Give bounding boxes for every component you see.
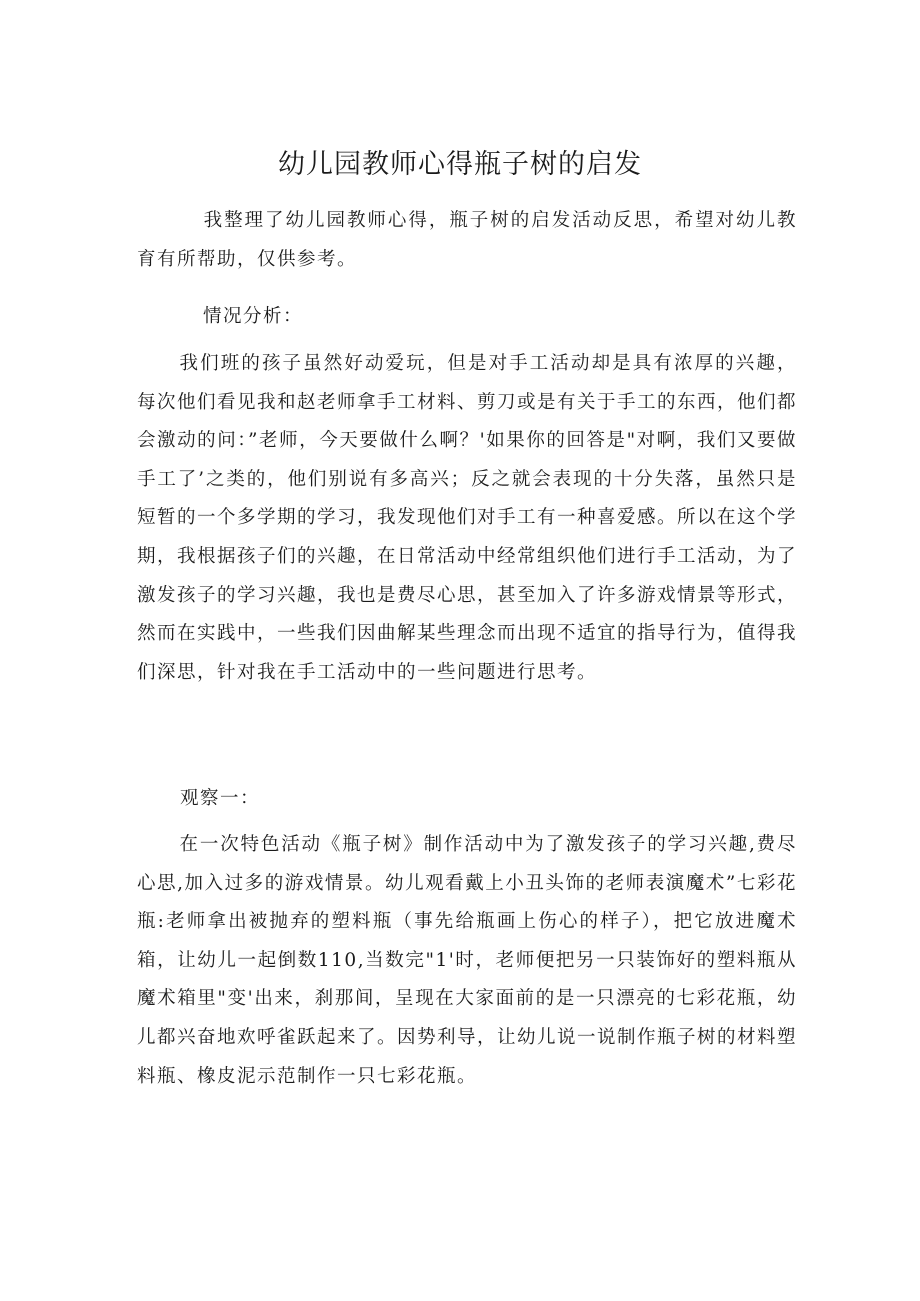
- situation-paragraph: 我们班的孩子虽然好动爱玩，但是对手工活动却是具有浓厚的兴趣，每次他们看见我和赵老师拿手工材料、剪刀或是有关于手工的东西，他们都会激动的问：”老师，今天要做什么啊？'如果你的回答是"对啊，我们又要做手工了’之类的，他们别说有多高兴；反之就会表现的十分失落，虽然只是短暂的一个多学期的学习，我发现他们对手工有一种喜爱感。所以在这个学期，我根据孩子们的兴趣，在日常活动中经常组织他们进行手工活动，为了激发孩子的学习兴趣，我也是费尽心思，甚至加入了许多游戏情景等形式，然而在实践中，一些我们因曲解某些理念而出现不适宜的指导行为，值得我们深思，针对我在手工活动中的一些问题进行思考。: [137, 353, 798, 683]
- intro-paragraph: 我整理了幼儿园教师心得，瓶子树的启发活动反思，希望对幼儿教育有所帮助，仅供参考。: [137, 210, 797, 270]
- section-heading-observation-one: 观察一：: [180, 788, 261, 809]
- observation-one-paragraph: 在一次特色活动《瓶子树》制作活动中为了激发孩子的学习兴趣,费尽心思,加入过多的游戏情景。幼儿观看戴上小丑头饰的老师表演魔术”七彩花瓶:老师拿出被抛弃的塑料瓶（事先给瓶画上伤心的样子），把它放进魔术箱，让幼儿一起倒数110,当数完"1'时，老师便把另一只装饰好的塑料瓶从魔术箱里"变'出来，刹那间，呈现在大家面前的是一只漂亮的七彩花瓶，幼儿都兴奋地欢呼雀跃起来了。因势利导，让幼儿说一说制作瓶子树的材料塑料瓶、橡皮泥示范制作一只七彩花瓶。: [137, 834, 798, 1087]
- page-title: 幼儿园教师心得瓶子树的启发: [278, 149, 642, 180]
- section-heading-situation: 情况分析：: [203, 306, 304, 327]
